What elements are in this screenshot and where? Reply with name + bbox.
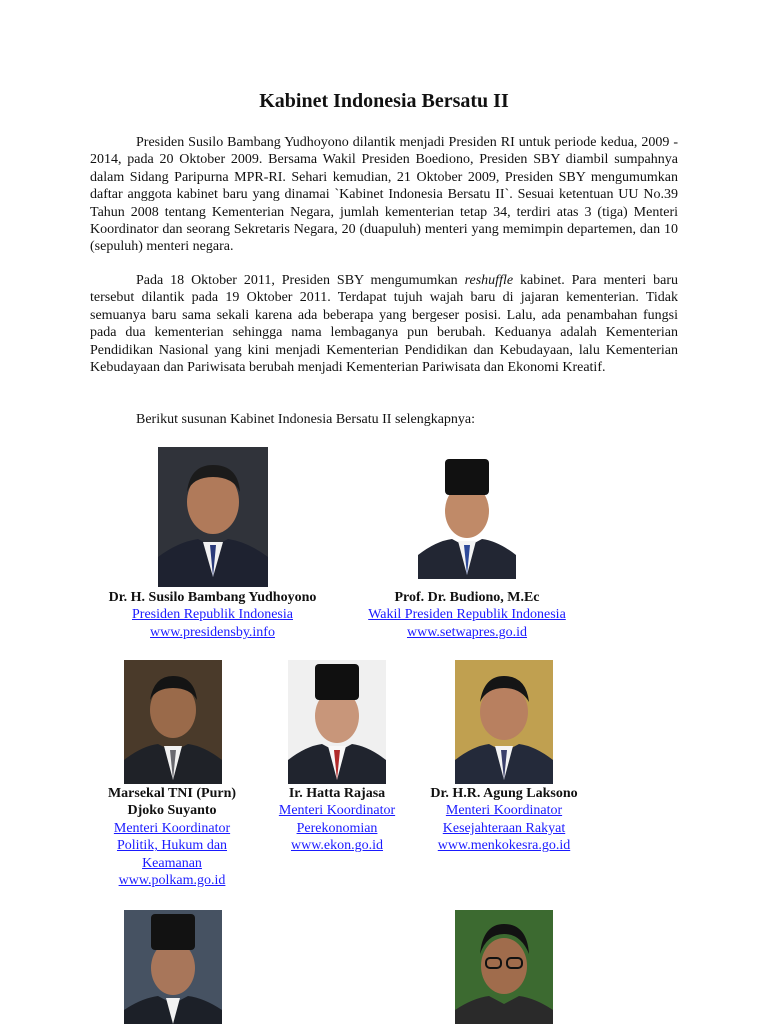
person-name-line-2: Djoko Suyanto bbox=[127, 803, 217, 819]
intro-paragraph bbox=[90, 134, 678, 256]
list-intro-text: Berikut susunan Kabinet Indonesia Bersatu II selengkapnya: bbox=[136, 412, 476, 427]
role-link[interactable]: Presiden Republik Indonesia bbox=[132, 607, 293, 623]
person-name: Ir. Hatta Rajasa bbox=[288, 786, 386, 801]
portrait-sby bbox=[158, 447, 268, 587]
portrait-hatta bbox=[288, 660, 386, 784]
list-intro-paragraph bbox=[90, 411, 678, 428]
portrait-glasses-bottom-right bbox=[455, 910, 553, 1024]
website-link[interactable]: www.menkokesra.go.id bbox=[437, 838, 571, 854]
role-link-line-2[interactable]: Kesejahteraan Rakyat bbox=[442, 820, 566, 836]
reshuffle-text-before: Pada 18 Oktober 2011, Presiden SBY mengumumkan bbox=[136, 273, 465, 288]
person-budiono bbox=[347, 589, 587, 641]
portrait-peci-bottom-left bbox=[124, 910, 222, 1024]
website-link[interactable]: www.presidensby.info bbox=[150, 624, 275, 640]
reshuffle-emphasis: reshuffle bbox=[464, 273, 514, 288]
role-link-line-2[interactable]: Perekonomian bbox=[296, 820, 378, 836]
role-link-line-1[interactable]: Menteri Koordinator bbox=[445, 803, 563, 819]
person-sby bbox=[80, 589, 345, 641]
role-link-line-1[interactable]: Menteri Koordinator bbox=[278, 803, 396, 819]
website-link[interactable]: www.polkam.go.id bbox=[118, 873, 226, 889]
person-hatta bbox=[262, 785, 412, 855]
portrait-djoko bbox=[124, 660, 222, 784]
person-djoko bbox=[92, 785, 252, 889]
reshuffle-text-after: kabinet. Para menteri baru tersebut dilantik pada 19 Oktober 2011. Terdapat tujuh wajah baru di jajaran kementerian. Tidak semuanya baru sama sekali karena ada beberapa yang bergeser posisi. Lalu, ada penambahan fungsi pada dua kementerian sehingga nama lembaganya pun berubah. Keduanya adalah Kementerian Pendidikan Nasional yang kini menjadi Kementerian Pendidikan dan Kebudayaan, lalu Kementerian Kebudayaan dan Pariwisata berubah menjadi Kementerian Pariwisata dan Ekonomi Kreatif. bbox=[90, 273, 679, 376]
role-link-line-2[interactable]: Politik, Hukum dan bbox=[116, 838, 228, 854]
person-name-line-1: Marsekal TNI (Purn) bbox=[107, 786, 237, 801]
person-name: Dr. H. Susilo Bambang Yudhoyono bbox=[108, 590, 317, 605]
website-link[interactable]: www.setwapres.go.id bbox=[406, 624, 527, 640]
role-link-line-3[interactable]: Keamanan bbox=[142, 855, 202, 871]
intro-paragraph-text: Presiden Susilo Bambang Yudhoyono dilantik menjadi Presiden RI untuk periode kedua, 2009 - 2014, pada 20 Oktober 2009. Bersama Wakil Presiden Boediono, Presiden SBY diambil sumpahnya dalam Sidang Paripurna MPR-RI. Sehari kemudian, 21 Oktober 2009, Presiden SBY mengumumkan daftar anggota kabinet baru yang dinamai `Kabinet Indonesia Bersatu II`. Sesuai ketentuan UU No.39 Tahun 2008 tentang Kementerian Negara, jumlah kementerian tetap 34, terdiri atas 3 (tiga) Menteri Koordinator dan seorang Sekretaris Negara, 20 (duapuluh) menteri yang memimpin departemen, dan 10 (sepuluh) menteri negara. bbox=[90, 135, 678, 255]
person-name: Prof. Dr. Budiono, M.Ec bbox=[394, 590, 540, 605]
person-name: Dr. H.R. Agung Laksono bbox=[430, 786, 578, 801]
role-link-line-1[interactable]: Menteri Koordinator bbox=[113, 820, 231, 836]
document-title: Kabinet Indonesia Bersatu II bbox=[259, 90, 509, 112]
website-link[interactable]: www.ekon.go.id bbox=[290, 838, 384, 854]
portrait-agung bbox=[455, 660, 553, 784]
reshuffle-paragraph bbox=[90, 272, 678, 376]
person-agung bbox=[414, 785, 594, 855]
role-link[interactable]: Wakil Presiden Republik Indonesia bbox=[368, 607, 566, 623]
portrait-budiono bbox=[418, 455, 516, 579]
